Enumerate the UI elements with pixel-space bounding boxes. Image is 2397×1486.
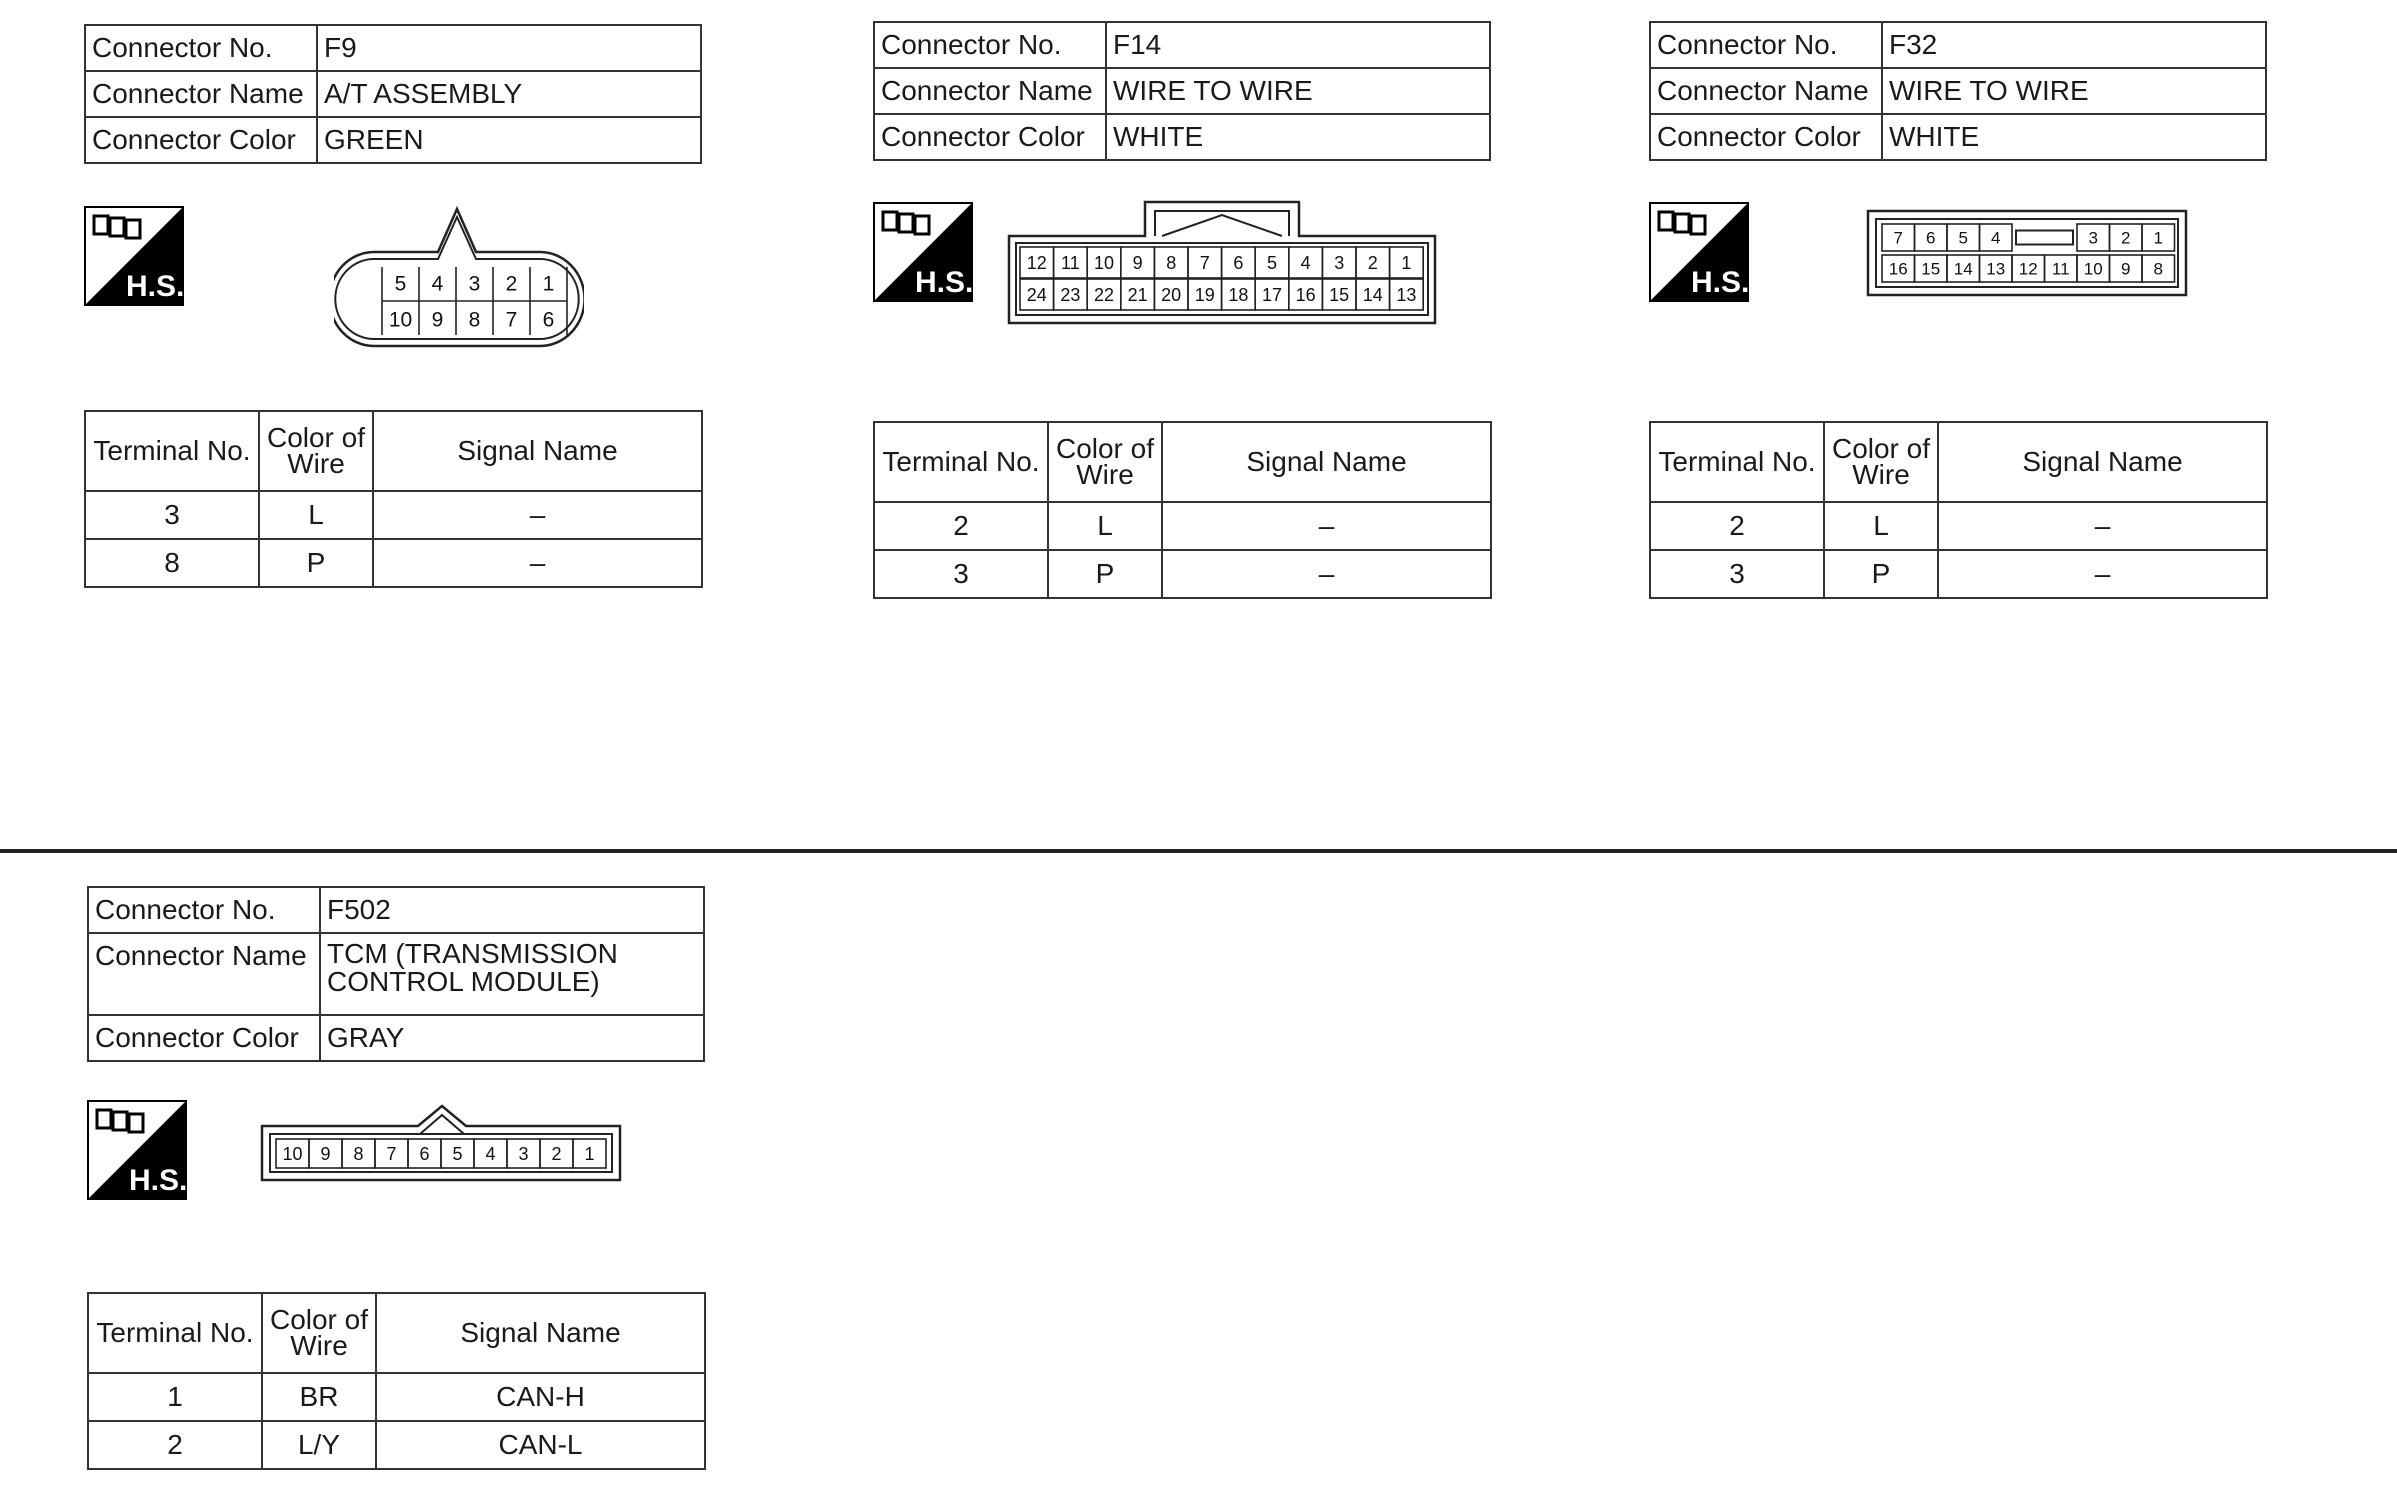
connector-color-value: GREEN	[317, 117, 701, 163]
terminal-no-header: Terminal No.	[85, 411, 259, 491]
table-row	[1650, 550, 2267, 598]
pin-number: 11	[2051, 259, 2070, 279]
connector-color-label: Connector Color	[1650, 114, 1882, 160]
signal-name-header: Signal Name	[1162, 422, 1491, 502]
pin-number: 2	[505, 272, 518, 296]
pin-number: 23	[1060, 284, 1081, 305]
signal-name-cell: –	[373, 491, 702, 539]
pin-number: 10	[282, 1143, 303, 1164]
connector-no-label: Connector No.	[85, 25, 317, 71]
pin-number: 5	[1266, 252, 1278, 273]
section-divider	[0, 849, 2397, 853]
connector-color-label: Connector Color	[874, 114, 1106, 160]
pin-number: 14	[1953, 259, 1973, 279]
pin-number: 4	[1300, 252, 1311, 273]
connector-f502-info	[87, 886, 705, 1062]
harness-side-icon	[87, 1100, 187, 1200]
pin-number: 14	[1362, 284, 1383, 305]
signal-name-cell: –	[1162, 550, 1491, 598]
signal-name-cell: –	[373, 539, 702, 587]
pin-number: 3	[1334, 252, 1345, 273]
pin-number: 20	[1161, 284, 1182, 305]
pin-number: 8	[1166, 252, 1177, 273]
wire-color-header: Color of Wire	[1824, 422, 1938, 502]
connector-f9-diagram	[334, 205, 584, 355]
signal-name-header: Signal Name	[376, 1293, 705, 1373]
connector-f502-terminal-table	[87, 1292, 706, 1470]
pin-number: 2	[551, 1143, 562, 1164]
pin-number: 12	[2018, 259, 2038, 279]
table-row	[88, 1373, 705, 1421]
connector-name-value: WIRE TO WIRE	[1882, 68, 2266, 114]
pin-number: 7	[386, 1143, 397, 1164]
connector-f9-terminal-table	[84, 410, 703, 588]
connector-no-value: F9	[317, 25, 701, 71]
pin-number: 11	[1061, 252, 1080, 273]
connector-f14-diagram	[1007, 199, 1437, 332]
terminal-no-header: Terminal No.	[1650, 422, 1824, 502]
terminal-no-cell: 1	[88, 1373, 262, 1421]
pin-number: 7	[1199, 252, 1210, 273]
hs-label: H.S.	[1691, 266, 1749, 299]
connector-color-value: WHITE	[1882, 114, 2266, 160]
pin-number: 9	[431, 308, 444, 332]
pin-number: 8	[353, 1143, 364, 1164]
pin-number: 21	[1127, 284, 1148, 305]
pin-number: 7	[1893, 228, 1903, 248]
pin-number: 3	[518, 1143, 529, 1164]
harness-side-icon	[1649, 202, 1749, 302]
connector-no-value: F502	[320, 887, 704, 933]
connector-color-value: GRAY	[320, 1015, 704, 1061]
pin-number: 5	[452, 1143, 463, 1164]
table-row	[874, 550, 1491, 598]
connector-no-value: F32	[1882, 22, 2266, 68]
connector-name-label: Connector Name	[85, 71, 317, 117]
pin-number: 1	[2153, 228, 2163, 248]
wire-color-cell: P	[1048, 550, 1162, 598]
pin-number: 13	[1396, 284, 1417, 305]
terminal-no-cell: 3	[1650, 550, 1824, 598]
connector-f14-terminal-table	[873, 421, 1492, 599]
connector-color-label: Connector Color	[85, 117, 317, 163]
signal-name-cell: –	[1938, 550, 2267, 598]
pin-number: 24	[1026, 284, 1047, 305]
pin-number: 10	[388, 308, 413, 332]
connector-name-value: WIRE TO WIRE	[1106, 68, 1490, 114]
pin-number: 9	[320, 1143, 331, 1164]
terminal-no-cell: 8	[85, 539, 259, 587]
table-row	[88, 1421, 705, 1469]
pin-number: 5	[394, 272, 407, 296]
connector-f32-terminal-table	[1649, 421, 2268, 599]
connector-color-label: Connector Color	[88, 1015, 320, 1061]
terminal-no-cell: 2	[874, 502, 1048, 550]
pin-number: 1	[584, 1143, 595, 1164]
terminal-no-cell: 2	[88, 1421, 262, 1469]
connector-f14-info	[873, 21, 1491, 161]
connector-f32-info	[1649, 21, 2267, 161]
pin-number: 6	[1233, 252, 1244, 273]
pin-number: 8	[468, 308, 481, 332]
pin-number: 5	[1958, 228, 1968, 248]
terminal-no-header: Terminal No.	[88, 1293, 262, 1373]
pin-number: 2	[2121, 228, 2131, 248]
pin-number: 9	[1132, 252, 1143, 273]
pin-number: 16	[1295, 284, 1316, 305]
connector-no-value: F14	[1106, 22, 1490, 68]
connector-name-value: A/T ASSEMBLY	[317, 71, 701, 117]
pin-number: 1	[1401, 252, 1412, 273]
harness-side-icon	[84, 206, 184, 306]
connector-no-label: Connector No.	[874, 22, 1106, 68]
wire-color-cell: L/Y	[262, 1421, 376, 1469]
pin-number: 10	[1093, 252, 1115, 273]
connector-color-value: WHITE	[1106, 114, 1490, 160]
pin-number: 15	[1329, 284, 1350, 305]
wire-color-cell: L	[259, 491, 373, 539]
wire-color-cell: L	[1048, 502, 1162, 550]
pin-number: 16	[1888, 259, 1908, 279]
pin-number: 3	[468, 272, 481, 296]
signal-name-header: Signal Name	[1938, 422, 2267, 502]
signal-name-cell: –	[1938, 502, 2267, 550]
wire-color-header: Color of Wire	[1048, 422, 1162, 502]
connector-no-label: Connector No.	[1650, 22, 1882, 68]
pin-number: 6	[1926, 228, 1936, 248]
connector-f32-diagram	[1866, 209, 2188, 302]
pin-number: 9	[2121, 259, 2131, 279]
hs-label: H.S.	[129, 1164, 187, 1197]
signal-name-cell: CAN-H	[376, 1373, 705, 1421]
connector-name-label: Connector Name	[874, 68, 1106, 114]
connector-f9-info	[84, 24, 702, 164]
signal-name-cell: –	[1162, 502, 1491, 550]
connector-name-label: Connector Name	[88, 933, 320, 1015]
pin-number: 6	[419, 1143, 430, 1164]
wire-color-header: Color of Wire	[262, 1293, 376, 1373]
pin-number: 4	[485, 1143, 496, 1164]
pin-number: 10	[2083, 259, 2103, 279]
hs-label: H.S.	[126, 270, 184, 303]
wire-color-cell: L	[1824, 502, 1938, 550]
terminal-no-cell: 3	[85, 491, 259, 539]
wire-color-cell: P	[259, 539, 373, 587]
pin-number: 6	[542, 308, 555, 332]
connector-no-label: Connector No.	[88, 887, 320, 933]
table-row	[1650, 502, 2267, 550]
signal-name-cell: CAN-L	[376, 1421, 705, 1469]
pin-number: 15	[1921, 259, 1941, 279]
terminal-no-header: Terminal No.	[874, 422, 1048, 502]
pin-number: 4	[431, 272, 444, 296]
pin-number: 8	[2153, 259, 2163, 279]
connector-name-label: Connector Name	[1650, 68, 1882, 114]
signal-name-header: Signal Name	[373, 411, 702, 491]
harness-side-icon	[873, 202, 973, 302]
pin-number: 18	[1228, 284, 1249, 305]
pin-number: 22	[1093, 284, 1115, 305]
pin-number: 19	[1194, 284, 1215, 305]
connector-f502-diagram	[260, 1102, 622, 1187]
pin-number: 4	[1991, 228, 2001, 248]
wire-color-header: Color of Wire	[259, 411, 373, 491]
table-row	[85, 539, 702, 587]
pin-number: 2	[1367, 252, 1378, 273]
hs-label: H.S.	[915, 266, 973, 299]
terminal-no-cell: 3	[874, 550, 1048, 598]
wire-color-cell: P	[1824, 550, 1938, 598]
table-row	[85, 491, 702, 539]
pin-number: 3	[2088, 228, 2098, 248]
pin-number: 12	[1026, 252, 1047, 273]
pin-number: 17	[1261, 284, 1283, 305]
pin-number: 1	[542, 272, 555, 296]
pin-number: 7	[505, 308, 518, 332]
wire-color-cell: BR	[262, 1373, 376, 1421]
table-row	[874, 502, 1491, 550]
terminal-no-cell: 2	[1650, 502, 1824, 550]
pin-number: 13	[1986, 259, 2006, 279]
connector-name-value: TCM (TRANSMISSION CONTROL MODULE)	[320, 933, 704, 1015]
